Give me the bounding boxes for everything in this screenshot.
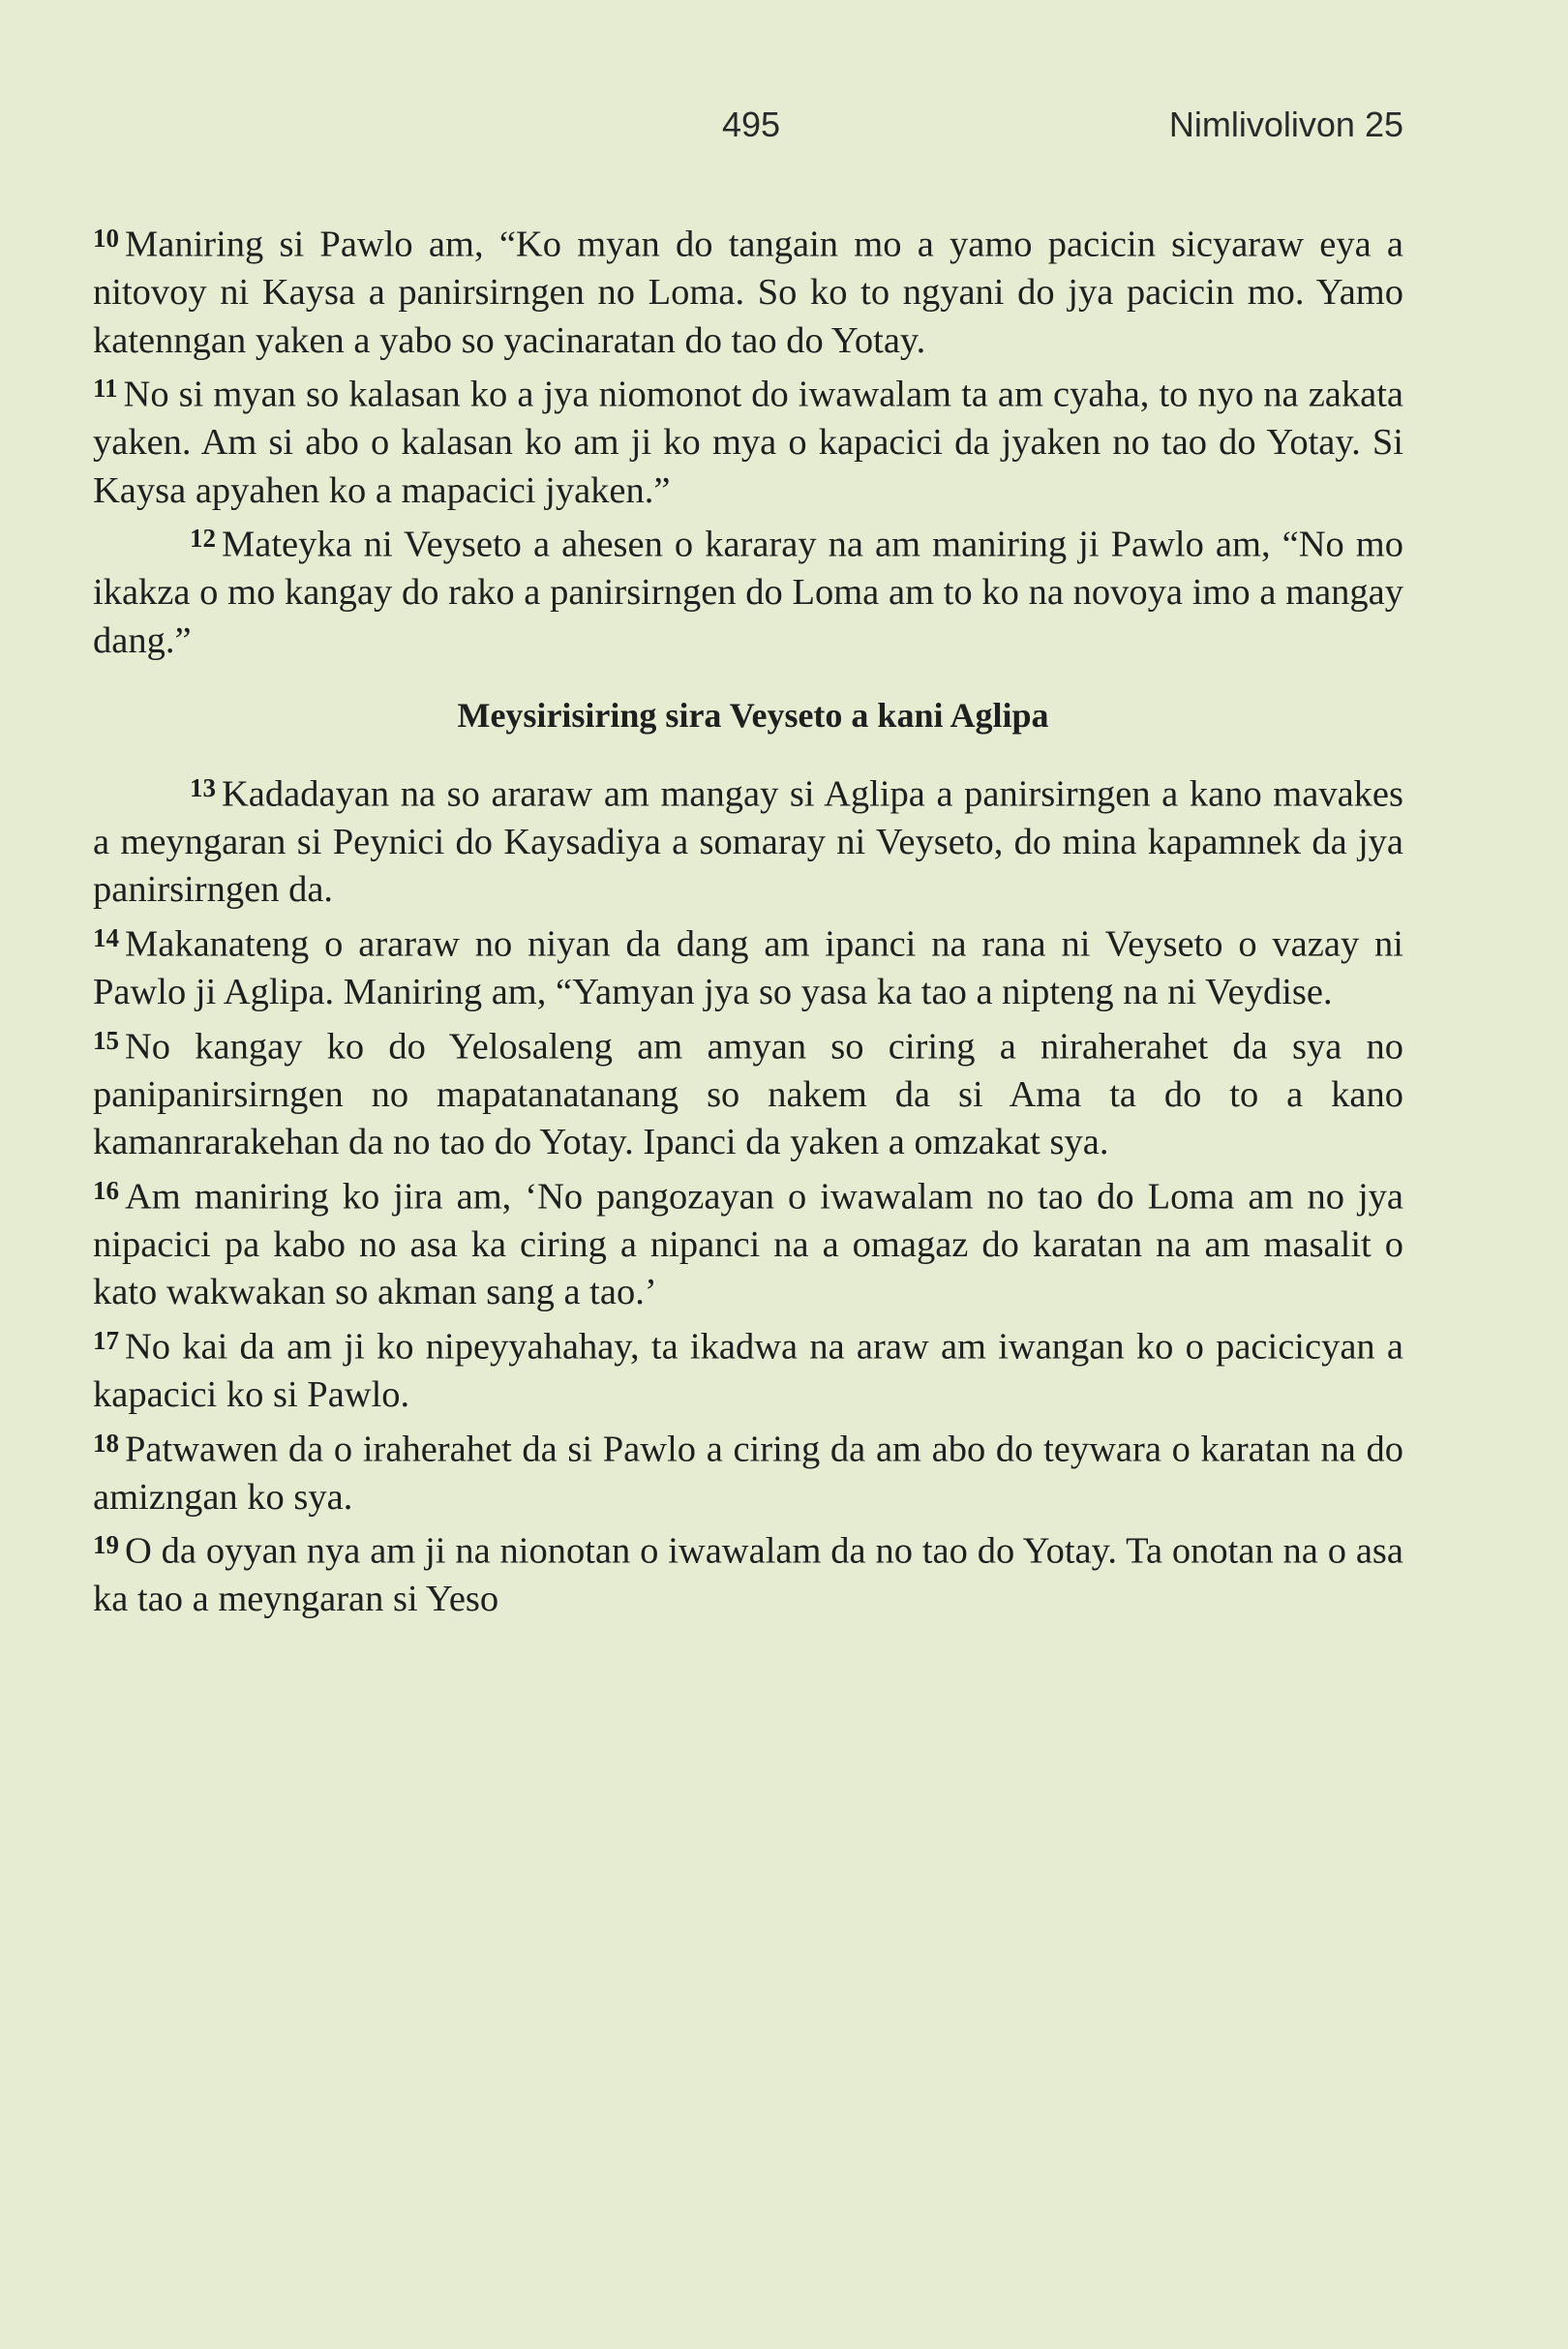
verse-18 — [93, 1420, 1403, 1522]
verse-12 — [93, 515, 1403, 665]
verse-text: Maniring si Pawlo am, “Ko myan do tangain mo a yamo pacicin sicyaraw eya a nitovoy ni Kaysa a panirsirngen no Loma. So ko to ngyani do jya pacicin mo. Yamo katenngan yaken a yabo so yacinaratan do tao do Yotay. — [93, 224, 1403, 361]
verse-number: 10 — [93, 224, 119, 253]
verse-17 — [93, 1317, 1403, 1420]
verse-text: Mateyka ni Veyseto a ahesen o kararay na am maniring ji Pawlo am, “No mo ikakza o mo kangay do rako a panirsirngen do Loma am to ko na novoya imo a mangay dang.” — [93, 524, 1403, 662]
body-text — [93, 215, 1403, 1624]
verse-14 — [93, 915, 1403, 1017]
verse-number: 18 — [93, 1428, 119, 1458]
verse-number: 13 — [190, 772, 216, 802]
verse-number: 16 — [93, 1175, 119, 1205]
page-header — [93, 105, 1403, 153]
verse-text: O da oyyan nya am ji na nionotan o iwawalam da no tao do Yotay. Ta onotan na o asa ka tao a meyngaran si Yeso — [93, 1530, 1403, 1620]
verse-11 — [93, 365, 1403, 515]
verse-number: 11 — [93, 374, 118, 404]
verse-19 — [93, 1521, 1403, 1624]
verse-10 — [93, 215, 1403, 365]
verse-number: 12 — [190, 524, 216, 554]
verse-text: Patwawen da o iraherahet da si Pawlo a ciring da am abo do teywara o karatan na do amizngan ko sya. — [93, 1429, 1403, 1518]
verse-number: 14 — [93, 922, 119, 952]
section-heading: Meysirisiring sira Veyseto a kani Aglipa — [457, 695, 1049, 735]
verse-text: No kangay ko do Yelosaleng am amyan so ciring a niraherahet da sya no panipanirsirngen no mapatanatanang so nakem da si Ama ta do to a kano kamanrarakehan da no tao do Yotay. Ipanci da yaken a omzakat sya. — [93, 1025, 1403, 1163]
verse-text: No kai da am ji ko nipeyyahahay, ta ikadwa na araw am iwangan ko o pacicicyan a kapacici ko si Pawlo. — [93, 1326, 1403, 1415]
verse-16 — [93, 1167, 1403, 1317]
verse-number: 15 — [93, 1025, 119, 1055]
verse-number: 19 — [93, 1530, 119, 1560]
running-head: Nimlivolivon 25 — [1168, 105, 1403, 144]
verse-number: 17 — [93, 1325, 119, 1355]
verse-text: Makanateng o araraw no niyan da dang am ipanci na rana ni Veyseto o vazay ni Pawlo ji Aglipa. Maniring am, “Yamyan jya so yasa ka tao a nipteng na ni Veydise. — [93, 923, 1403, 1012]
verse-15 — [93, 1017, 1403, 1167]
page-number: 495 — [722, 105, 781, 144]
verse-text: Kadadayan na so araraw am mangay si Aglipa a panirsirngen a kano mavakes a meyngaran si Peynici do Kaysadiya a somaray ni Veyseto, do mina kapamnek da jya panirsirngen da. — [93, 773, 1403, 911]
verse-13 — [93, 765, 1403, 915]
verse-text: No si myan so kalasan ko a jya niomonot do iwawalam ta am cyaha, to nyo na zakata yaken. Am si abo o kalasan ko am ji ko mya o kapacici da jyaken no tao do Yotay. Si Kaysa apyahen ko a mapacici jyaken.” — [93, 374, 1403, 511]
verse-text: Am maniring ko jira am, ‘No pangozayan o iwawalam no tao do Loma am no jya nipacici pa kabo no asa ka ciring a nipanci na a omagaz do karatan na am masalit o kato wakwakan so akman sang a tao.’ — [93, 1176, 1403, 1313]
